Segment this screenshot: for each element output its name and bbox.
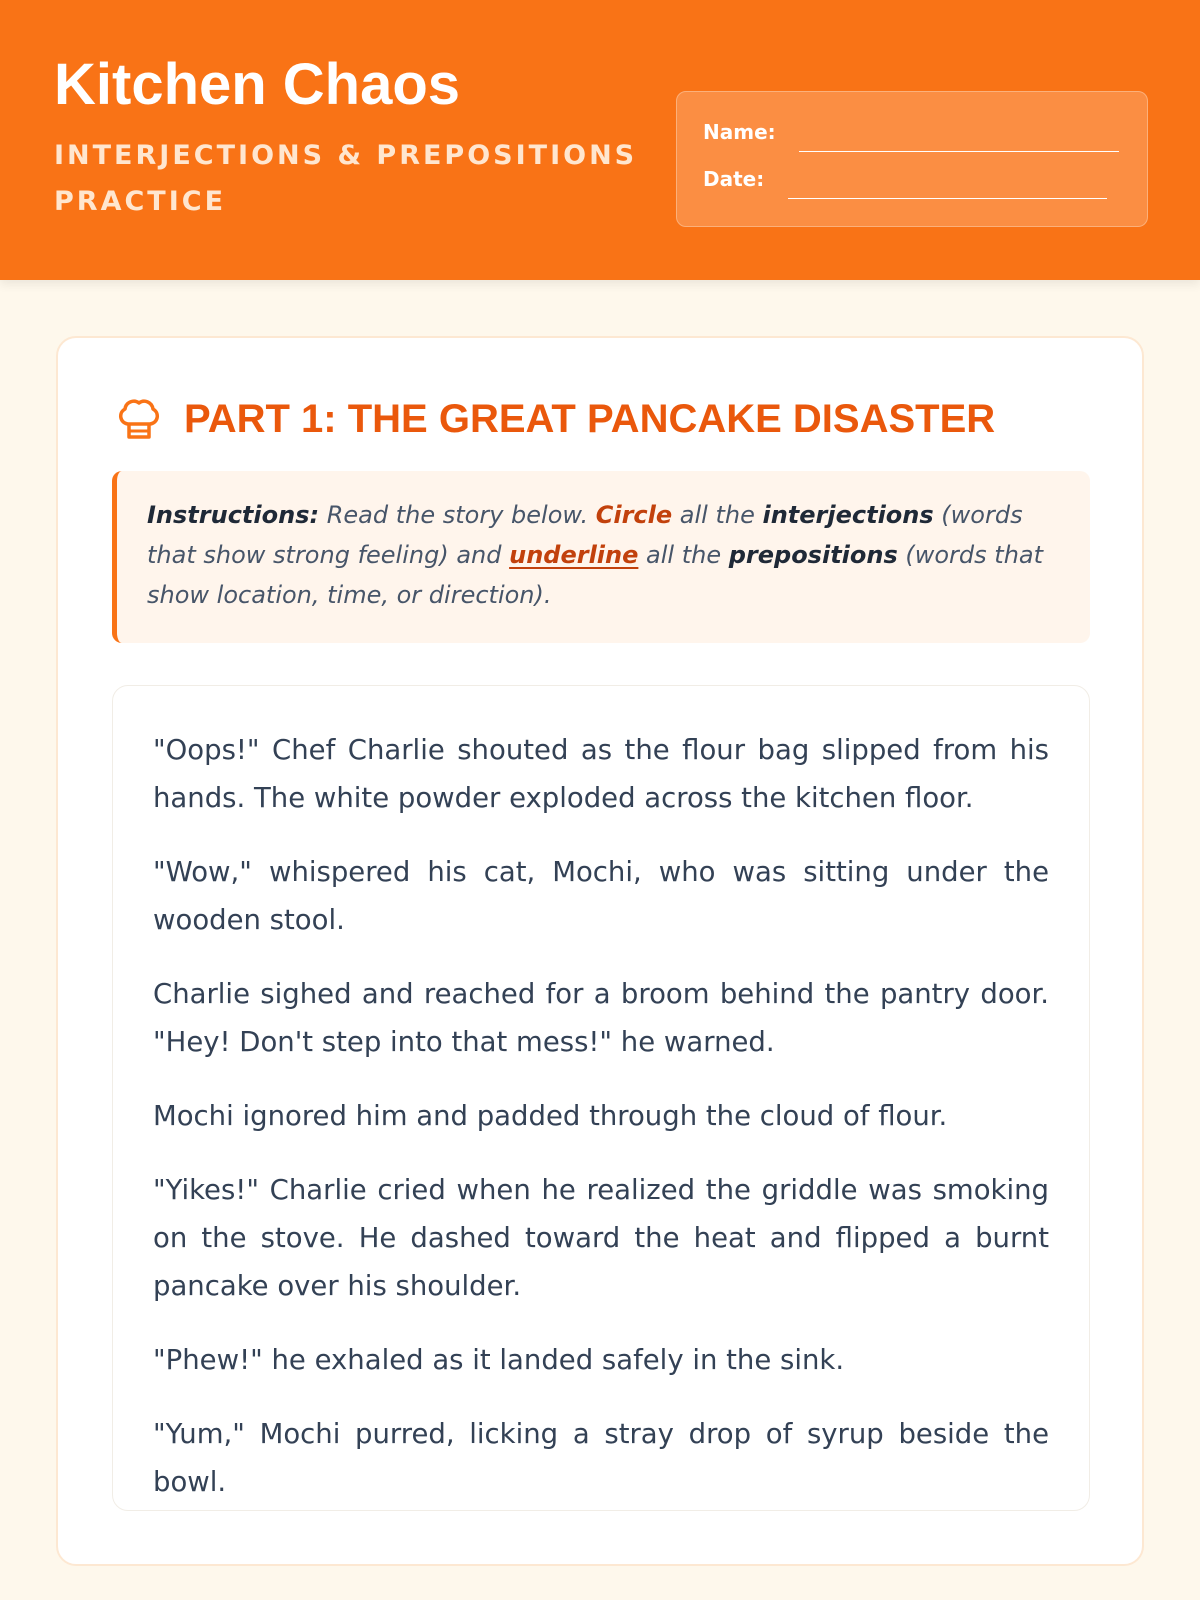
name-label: Name: — [703, 120, 776, 144]
date-field[interactable] — [788, 198, 1107, 199]
story-paragraph: "Wow," whispered his cat, Mochi, who was sitting under the wooden stool. — [153, 856, 1049, 936]
story-paragraph: Mochi ignored him and padded through the cloud of flour. — [153, 1100, 948, 1132]
name-date-box — [676, 91, 1148, 227]
story-paragraph: Charlie sighed and reached for a broom behind the pantry door. "Hey! Don't step into that mess!" he warned. — [153, 978, 1049, 1058]
worksheet-title: Kitchen Chaos — [54, 52, 461, 117]
interjections-keyword: interjections — [762, 501, 934, 529]
part1-heading — [114, 394, 995, 444]
part1-title: PART 1: THE GREAT PANCAKE DISASTER — [184, 396, 996, 441]
part1-card — [56, 336, 1144, 1566]
instructions-box — [112, 471, 1090, 643]
instructions-text: all the — [672, 501, 763, 529]
story-box — [112, 685, 1090, 1511]
prepositions-keyword: prepositions — [728, 541, 898, 569]
worksheet-subtitle: INTERJECTIONS & PREPOSITIONS PRACTICE — [54, 140, 638, 217]
underline-keyword: underline — [509, 541, 639, 569]
story-paragraph: "Oops!" Chef Charlie shouted as the flour bag slipped from his hands. The white powder exploded across the kitchen floor. — [153, 734, 1049, 814]
story-paragraph: "Yikes!" Charlie cried when he realized the griddle was smoking on the stove. He dashed toward the heat and flipped a burnt pancake over his shoulder. — [153, 1174, 1049, 1302]
instructions-text: all the — [638, 541, 729, 569]
worksheet-header — [0, 0, 1200, 280]
instructions-text: (words that show location, time, or direction). — [147, 541, 1044, 609]
instructions-text: (words that show strong feeling) and — [147, 501, 1023, 569]
name-field[interactable] — [799, 151, 1119, 152]
chef-hat-icon — [114, 394, 164, 444]
date-label: Date: — [703, 167, 765, 191]
instructions-text: Read the story below. — [319, 501, 596, 529]
story-paragraph: "Phew!" he exhaled as it landed safely in the sink. — [153, 1344, 845, 1376]
story-paragraph: "Yum," Mochi purred, licking a stray drop of syrup beside the bowl. — [153, 1418, 1049, 1498]
circle-keyword: Circle — [595, 501, 673, 529]
instructions-lead: Instructions: — [147, 501, 320, 529]
